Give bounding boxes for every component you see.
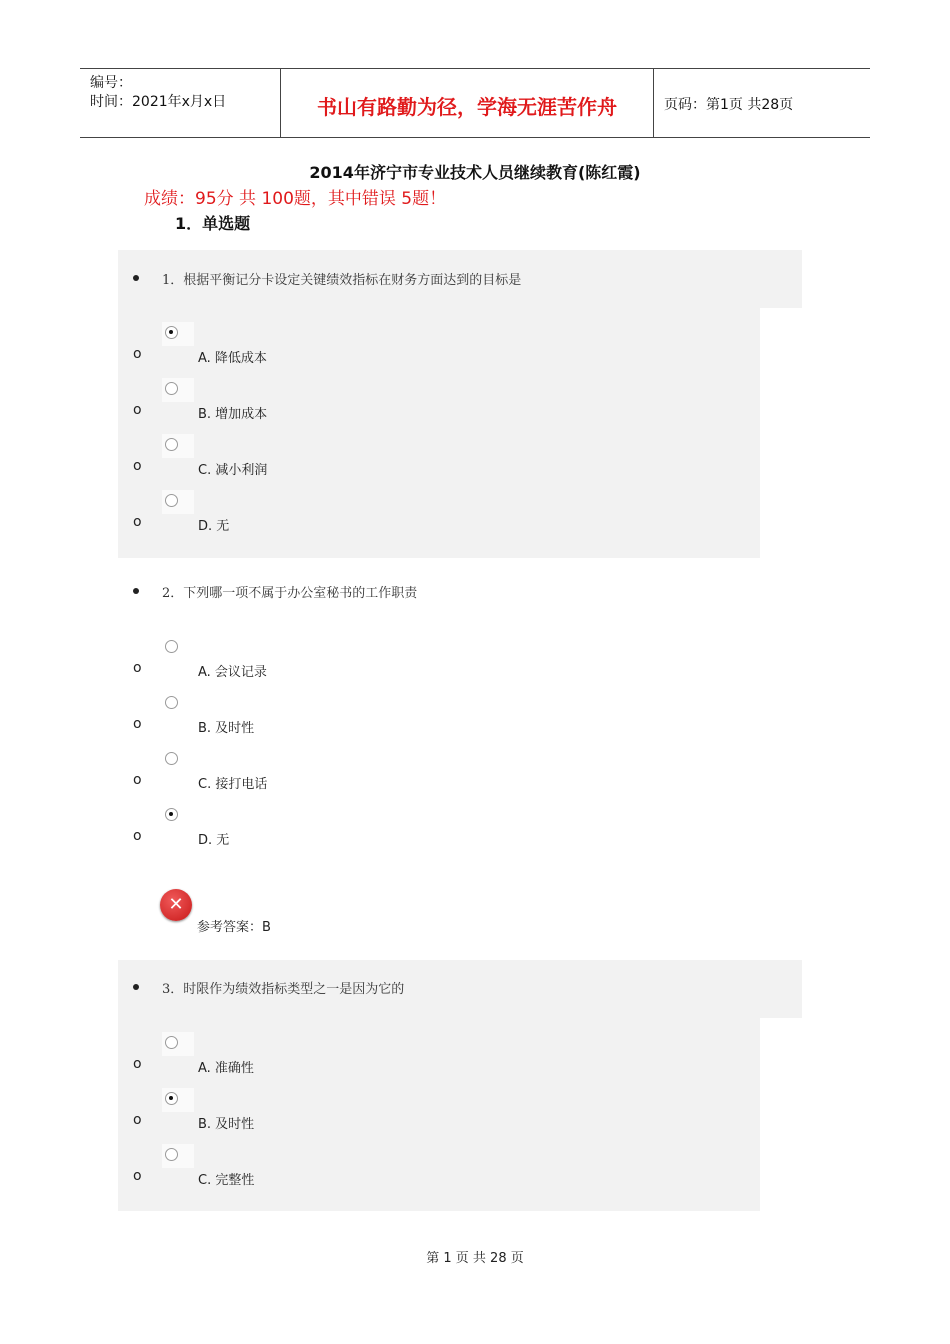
option-label[interactable]: A. 会议记录: [198, 665, 267, 680]
question-text: 2．下列哪一项不属于办公室秘书的工作职责: [162, 586, 418, 601]
radio-button[interactable]: [165, 696, 178, 709]
option-marker: o: [133, 1056, 142, 1072]
option-label[interactable]: D. 无: [198, 519, 230, 534]
header-table: [80, 68, 870, 138]
document-title: 2014年济宁市专业技术人员继续教育(陈红霞): [309, 163, 641, 182]
time-label: 时间：2021年x月x日: [90, 94, 227, 110]
page-footer: 第 1 页 共 28 页: [426, 1251, 524, 1266]
question-bullet: [133, 984, 139, 990]
radio-button[interactable]: [165, 382, 178, 395]
option-radio-box[interactable]: [162, 1088, 194, 1112]
option-marker: o: [133, 514, 142, 530]
question-text: 1．根据平衡记分卡设定关键绩效指标在财务方面达到的目标是: [162, 273, 522, 288]
option-radio-box[interactable]: [162, 378, 194, 402]
option-marker: o: [133, 402, 142, 418]
question-bullet: [133, 588, 139, 594]
header-page-cell: [654, 69, 870, 137]
option-label[interactable]: C. 完整性: [198, 1173, 255, 1188]
radio-button[interactable]: [165, 1148, 178, 1161]
reference-answer: 参考答案：B: [197, 920, 271, 935]
option-marker: o: [133, 458, 142, 474]
option-marker: o: [133, 716, 142, 732]
option-radio-box[interactable]: [162, 804, 194, 828]
option-label[interactable]: C. 接打电话: [198, 777, 268, 792]
radio-button[interactable]: [165, 640, 178, 653]
header-motto-cell: [281, 69, 654, 137]
radio-button[interactable]: [165, 1036, 178, 1049]
option-marker: o: [133, 1112, 142, 1128]
score-text: 成绩：95分 共 100题，其中错误 5题！: [144, 189, 447, 209]
radio-button[interactable]: [165, 494, 178, 507]
motto-text: 书山有路勤为径，学海无涯苦作舟: [317, 95, 617, 119]
question-bullet: [133, 275, 139, 281]
option-radio-box[interactable]: [162, 322, 194, 346]
option-label[interactable]: D. 无: [198, 833, 230, 848]
radio-button[interactable]: [165, 1092, 178, 1105]
option-marker: o: [133, 828, 142, 844]
option-label[interactable]: B. 及时性: [198, 1117, 255, 1132]
option-marker: o: [133, 346, 142, 362]
question-text: 3．时限作为绩效指标类型之一是因为它的: [162, 982, 405, 997]
option-label[interactable]: A. 降低成本: [198, 351, 267, 366]
option-radio-box[interactable]: [162, 636, 194, 660]
option-label[interactable]: A. 准确性: [198, 1061, 254, 1076]
radio-button[interactable]: [165, 752, 178, 765]
header-info-cell: [80, 69, 281, 137]
option-radio-box[interactable]: [162, 1032, 194, 1056]
option-radio-box[interactable]: [162, 490, 194, 514]
option-radio-box[interactable]: [162, 434, 194, 458]
radio-button[interactable]: [165, 808, 178, 821]
number-label: 编号：: [90, 75, 132, 91]
radio-button[interactable]: [165, 438, 178, 451]
option-radio-box[interactable]: [162, 748, 194, 772]
page-label: 页码：第1页 共28页: [664, 97, 794, 113]
option-label[interactable]: B. 及时性: [198, 721, 255, 736]
x-circle-icon: ✕: [160, 889, 192, 921]
radio-button[interactable]: [165, 326, 178, 339]
option-marker: o: [133, 772, 142, 788]
option-marker: o: [133, 660, 142, 676]
option-radio-box[interactable]: [162, 1144, 194, 1168]
option-marker: o: [133, 1168, 142, 1184]
option-label[interactable]: B. 增加成本: [198, 407, 268, 422]
section-heading: 1．单选题: [175, 214, 251, 233]
option-radio-box[interactable]: [162, 692, 194, 716]
option-label[interactable]: C. 减小利润: [198, 463, 268, 478]
